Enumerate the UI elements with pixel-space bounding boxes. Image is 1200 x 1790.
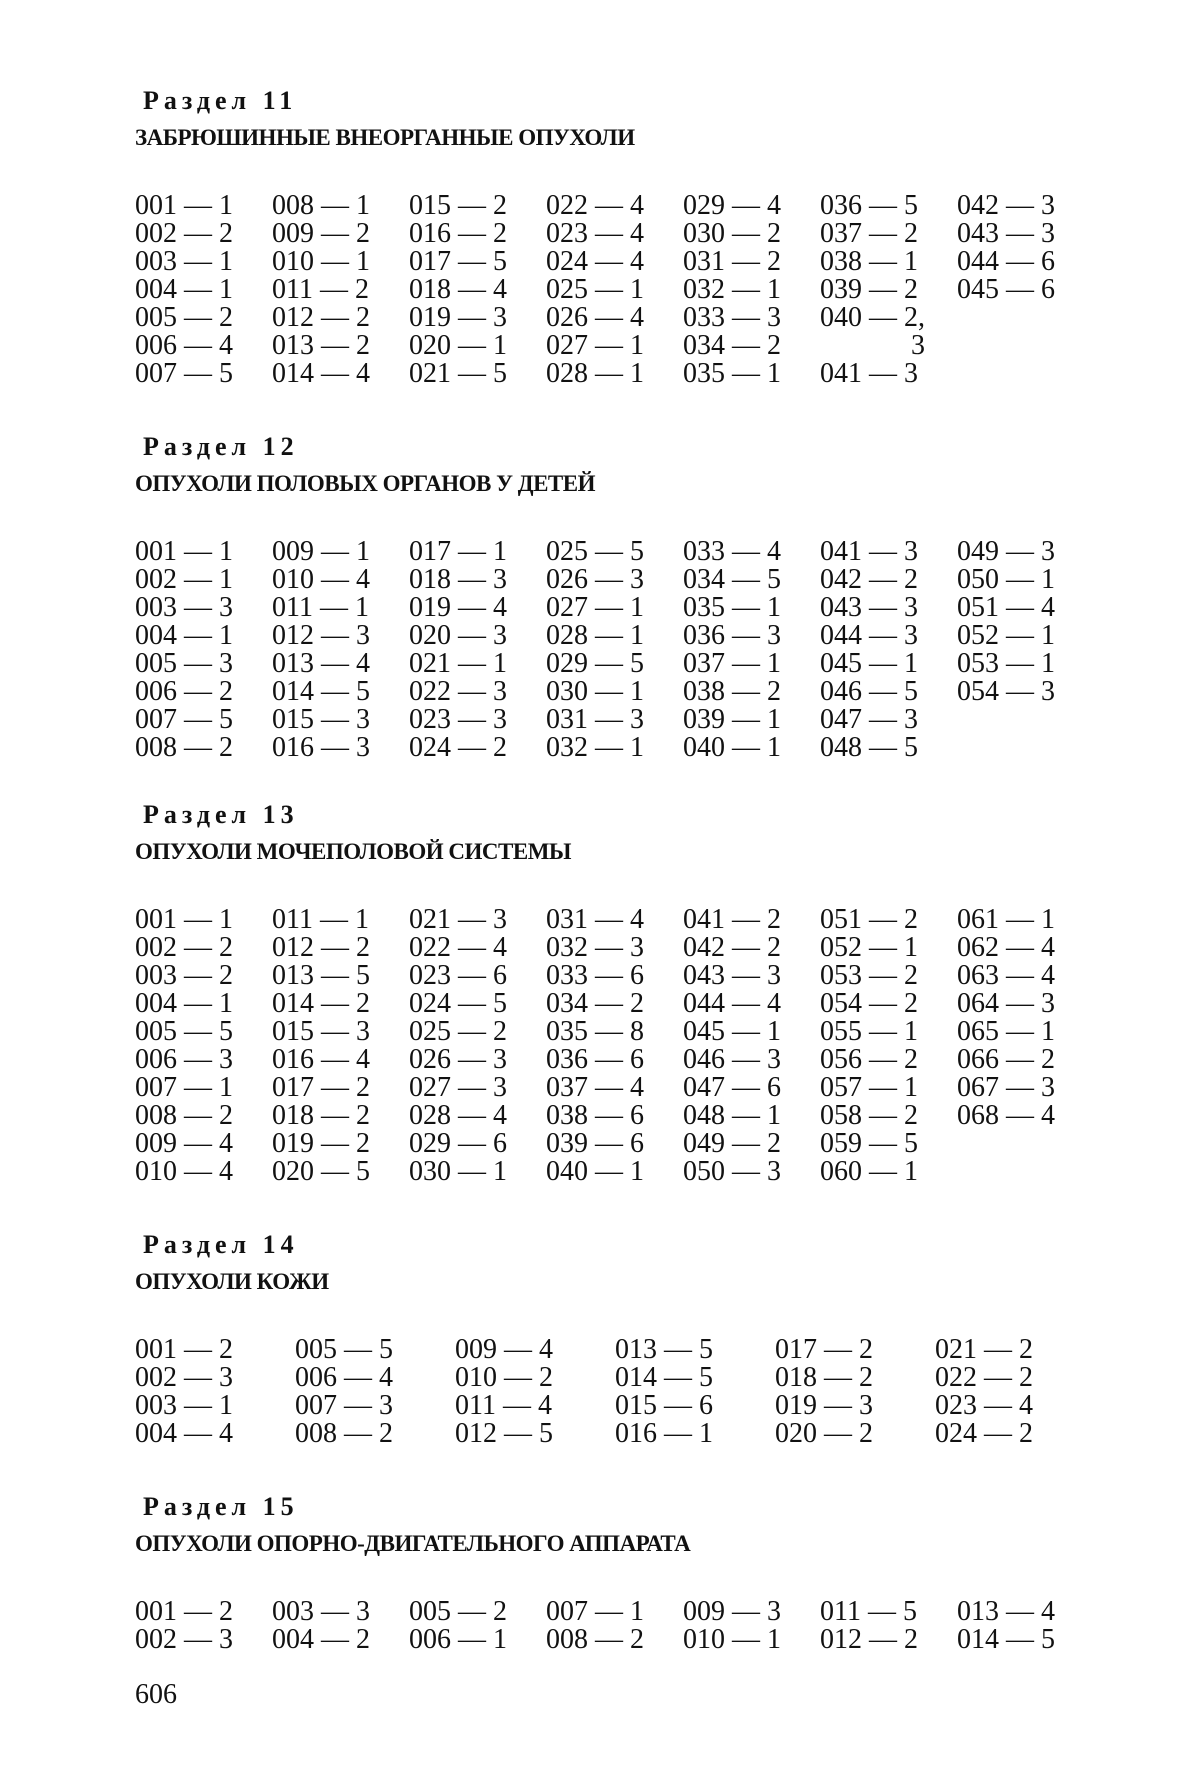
answer-column	[409, 906, 546, 1186]
answer-grid	[135, 192, 1094, 388]
answer-entry: 006 — 4	[295, 1362, 393, 1393]
answer-column	[683, 906, 820, 1186]
answer-entry: 039 — 6	[546, 1128, 644, 1159]
answer-entry: 037 — 4	[546, 1072, 644, 1103]
answer-entry: 057 — 1	[820, 1072, 918, 1103]
answer-entry: 016 — 3	[272, 732, 370, 763]
answer-entry: 066 — 2	[957, 1044, 1055, 1075]
answer-column	[455, 1336, 615, 1448]
answer-entry: 005 — 3	[135, 648, 233, 679]
answer-entry: 021 — 2	[935, 1334, 1033, 1365]
answer-entry: 014 — 5	[957, 1624, 1055, 1655]
section-label: Раздел 13	[143, 800, 299, 829]
answer-entry: 004 — 4	[135, 1418, 233, 1449]
answer-entry: 029 — 4	[683, 190, 781, 221]
answer-column	[683, 1598, 820, 1654]
answer-entry: 022 — 4	[546, 190, 644, 221]
answer-entry: 007 — 1	[135, 1072, 233, 1103]
answer-entry: 035 — 8	[546, 1016, 644, 1047]
answer-column	[135, 1598, 272, 1654]
answer-entry: 007 — 1	[546, 1596, 644, 1627]
answer-entry: 024 — 2	[409, 732, 507, 763]
answer-entry: 012 — 2	[272, 932, 370, 963]
answer-entry: 018 — 2	[775, 1362, 873, 1393]
answer-entry: 058 — 2	[820, 1100, 918, 1131]
answer-entry: 003 — 1	[135, 246, 233, 277]
answer-entry: 019 — 4	[409, 592, 507, 623]
answer-entry: 042 — 2	[820, 564, 918, 595]
answer-entry: 027 — 1	[546, 592, 644, 623]
answer-entry: 020 — 3	[409, 620, 507, 651]
answer-entry: 009 — 3	[683, 1596, 781, 1627]
answer-entry: 014 — 2	[272, 988, 370, 1019]
answer-entry: 013 — 4	[957, 1596, 1055, 1627]
answer-entry: 052 — 1	[820, 932, 918, 963]
answer-entry: 001 — 1	[135, 190, 233, 221]
answer-entry: 039 — 1	[683, 704, 781, 735]
answer-entry: 065 — 1	[957, 1016, 1055, 1047]
answer-entry: 056 — 2	[820, 1044, 918, 1075]
answer-entry: 002 — 3	[135, 1624, 233, 1655]
answer-entry: 030 — 1	[409, 1156, 507, 1187]
answer-entry: 017 — 2	[272, 1072, 370, 1103]
answer-entry: 003 — 3	[272, 1596, 370, 1627]
answer-entry: 007 — 3	[295, 1390, 393, 1421]
answer-entry: 015 — 6	[615, 1390, 713, 1421]
answer-entry: 036 — 5	[820, 190, 918, 221]
answer-column	[546, 1598, 683, 1654]
answer-entry: 018 — 3	[409, 564, 507, 595]
answer-column	[615, 1336, 775, 1448]
answer-entry: 006 — 4	[135, 330, 233, 361]
answer-entry: 026 — 3	[409, 1044, 507, 1075]
answer-entry: 022 — 2	[935, 1362, 1033, 1393]
answer-entry: 005 — 2	[135, 302, 233, 333]
answer-entry: 006 — 2	[135, 676, 233, 707]
answer-entry: 049 — 3	[957, 536, 1055, 567]
answer-entry: 019 — 3	[775, 1390, 873, 1421]
answer-entry: 030 — 2	[683, 218, 781, 249]
answer-entry: 008 — 2	[135, 732, 233, 763]
answer-entry: 004 — 1	[135, 620, 233, 651]
answer-entry: 064 — 3	[957, 988, 1055, 1019]
answer-entry: 060 — 1	[820, 1156, 918, 1187]
answer-entry: 030 — 1	[546, 676, 644, 707]
answer-entry: 028 — 1	[546, 358, 644, 389]
answer-entry: 025 — 5	[546, 536, 644, 567]
answer-entry: 041 — 3	[820, 536, 918, 567]
answer-entry: 020 — 5	[272, 1156, 370, 1187]
section-title: ОПУХОЛИ КОЖИ	[135, 1269, 329, 1294]
answer-entry: 040 — 1	[683, 732, 781, 763]
answer-entry: 044 — 6	[957, 246, 1055, 277]
answer-entry: 044 — 3	[820, 620, 918, 651]
answer-column	[546, 538, 683, 762]
answer-column	[546, 906, 683, 1186]
answer-entry: 028 — 1	[546, 620, 644, 651]
answer-entry: 055 — 1	[820, 1016, 918, 1047]
answer-entry: 063 — 4	[957, 960, 1055, 991]
answer-entry: 016 — 4	[272, 1044, 370, 1075]
answer-column	[409, 192, 546, 388]
answer-entry: 011 — 4	[455, 1390, 552, 1421]
answer-column	[957, 906, 1094, 1186]
section-label: Раздел 11	[143, 86, 298, 115]
answer-entry: 020 — 2	[775, 1418, 873, 1449]
answer-entry: 008 — 2	[295, 1418, 393, 1449]
answer-entry: 005 — 2	[409, 1596, 507, 1627]
answer-entry: 009 — 4	[455, 1334, 553, 1365]
answer-entry: 032 — 3	[546, 932, 644, 963]
answer-entry: 003 — 3	[135, 592, 233, 623]
answer-entry: 015 — 3	[272, 1016, 370, 1047]
page-number: 606	[135, 1679, 177, 1710]
answer-entry: 003 — 1	[135, 1390, 233, 1421]
answer-grid	[135, 538, 1094, 762]
answer-entry: 007 — 5	[135, 358, 233, 389]
answer-entry: 024 — 4	[546, 246, 644, 277]
answer-entry: 013 — 4	[272, 648, 370, 679]
answer-entry: 021 — 1	[409, 648, 507, 679]
answer-entry: 013 — 2	[272, 330, 370, 361]
answer-entry: 024 — 2	[935, 1418, 1033, 1449]
answer-entry: 015 — 3	[272, 704, 370, 735]
answer-column	[820, 538, 957, 762]
section-title: ОПУХОЛИ ПОЛОВЫХ ОРГАНОВ У ДЕТЕЙ	[135, 471, 595, 496]
answer-entry: 014 — 5	[615, 1362, 713, 1393]
answer-entry: 053 — 1	[957, 648, 1055, 679]
answer-entry: 012 — 5	[455, 1418, 553, 1449]
answer-entry: 011 — 2	[272, 274, 369, 305]
answer-entry: 034 — 5	[683, 564, 781, 595]
answer-entry: 049 — 2	[683, 1128, 781, 1159]
answer-entry: 035 — 1	[683, 592, 781, 623]
answer-entry: 040 — 2,	[820, 302, 925, 333]
answer-entry: 053 — 2	[820, 960, 918, 991]
answer-entry: 005 — 5	[295, 1334, 393, 1365]
answer-entry: 023 — 6	[409, 960, 507, 991]
answer-entry: 008 — 2	[135, 1100, 233, 1131]
answer-column	[135, 906, 272, 1186]
answer-entry: 045 — 6	[957, 274, 1055, 305]
answer-entry: 017 — 1	[409, 536, 507, 567]
answer-entry: 034 — 2	[683, 330, 781, 361]
answer-entry: 031 — 4	[546, 904, 644, 935]
answer-column	[820, 906, 957, 1186]
answer-column	[272, 1598, 409, 1654]
answer-grid	[135, 1336, 1095, 1448]
answer-entry: 040 — 1	[546, 1156, 644, 1187]
answer-entry: 027 — 3	[409, 1072, 507, 1103]
section-title: ЗАБРЮШИННЫЕ ВНЕОРГАННЫЕ ОПУХОЛИ	[135, 125, 635, 150]
answer-entry: 011 — 5	[820, 1596, 917, 1627]
answer-entry: 059 — 5	[820, 1128, 918, 1159]
answer-entry: 013 — 5	[272, 960, 370, 991]
answer-entry: 010 — 1	[272, 246, 370, 277]
answer-column	[957, 192, 1094, 388]
answer-entry: 031 — 2	[683, 246, 781, 277]
answer-entry: 037 — 2	[820, 218, 918, 249]
answer-entry: 011 — 1	[272, 592, 369, 623]
answer-entry: 019 — 3	[409, 302, 507, 333]
answer-entry: 011 — 1	[272, 904, 369, 935]
answer-column	[546, 192, 683, 388]
answer-entry: 038 — 1	[820, 246, 918, 277]
answer-entry: 048 — 5	[820, 732, 918, 763]
answer-entry: 067 — 3	[957, 1072, 1055, 1103]
answer-column	[409, 1598, 546, 1654]
answer-entry: 033 — 6	[546, 960, 644, 991]
answer-entry: 001 — 2	[135, 1334, 233, 1365]
answer-entry: 028 — 4	[409, 1100, 507, 1131]
answer-column	[683, 192, 820, 388]
answer-entry: 004 — 2	[272, 1624, 370, 1655]
answer-entry: 050 — 1	[957, 564, 1055, 595]
answer-entry: 014 — 4	[272, 358, 370, 389]
answer-entry: 044 — 4	[683, 988, 781, 1019]
answer-entry: 023 — 4	[546, 218, 644, 249]
section-title: ОПУХОЛИ МОЧЕПОЛОВОЙ СИСТЕМЫ	[135, 839, 571, 864]
answer-entry: 013 — 5	[615, 1334, 713, 1365]
section-title: ОПУХОЛИ ОПОРНО-ДВИГАТЕЛЬНОГО АППАРАТА	[135, 1531, 691, 1556]
answer-entry: 016 — 1	[615, 1418, 713, 1449]
answer-entry: 021 — 5	[409, 358, 507, 389]
answer-entry: 018 — 4	[409, 274, 507, 305]
answer-entry: 002 — 1	[135, 564, 233, 595]
answer-entry: 036 — 3	[683, 620, 781, 651]
section-label: Раздел 12	[143, 432, 299, 461]
answer-entry: 025 — 1	[546, 274, 644, 305]
answer-entry: 001 — 1	[135, 536, 233, 567]
answer-column	[272, 906, 409, 1186]
answer-entry: 010 — 2	[455, 1362, 553, 1393]
answer-entry: 033 — 4	[683, 536, 781, 567]
answer-entry: 051 — 2	[820, 904, 918, 935]
answer-entry: 039 — 2	[820, 274, 918, 305]
answer-column	[135, 1336, 295, 1448]
answer-entry: 026 — 3	[546, 564, 644, 595]
answer-entry: 001 — 2	[135, 1596, 233, 1627]
answer-entry: 027 — 1	[546, 330, 644, 361]
answer-entry: 052 — 1	[957, 620, 1055, 651]
answer-entry: 014 — 5	[272, 676, 370, 707]
answer-entry: 022 — 4	[409, 932, 507, 963]
answer-column	[820, 192, 957, 388]
answer-entry: 009 — 4	[135, 1128, 233, 1159]
answer-entry: 050 — 3	[683, 1156, 781, 1187]
answer-entry: 026 — 4	[546, 302, 644, 333]
section-label: Раздел 14	[143, 1230, 299, 1259]
answer-entry: 031 — 3	[546, 704, 644, 735]
answer-entry: 047 — 6	[683, 1072, 781, 1103]
answer-entry: 007 — 5	[135, 704, 233, 735]
answer-entry: 012 — 2	[820, 1624, 918, 1655]
answer-column	[272, 538, 409, 762]
answer-entry: 032 — 1	[546, 732, 644, 763]
answer-entry: 045 — 1	[683, 1016, 781, 1047]
answer-entry: 009 — 2	[272, 218, 370, 249]
section-label: Раздел 15	[143, 1492, 299, 1521]
answer-column	[135, 538, 272, 762]
answer-entry: 020 — 1	[409, 330, 507, 361]
answer-grid	[135, 1598, 1094, 1654]
answer-entry: 041 — 2	[683, 904, 781, 935]
answer-column	[683, 538, 820, 762]
answer-entry: 016 — 2	[409, 218, 507, 249]
answer-entry: 042 — 2	[683, 932, 781, 963]
answer-entry: 054 — 2	[820, 988, 918, 1019]
answer-entry: 029 — 5	[546, 648, 644, 679]
answer-entry: 048 — 1	[683, 1100, 781, 1131]
answer-entry: 038 — 2	[683, 676, 781, 707]
answer-entry: 018 — 2	[272, 1100, 370, 1131]
answer-entry: 010 — 4	[272, 564, 370, 595]
answer-entry: 017 — 2	[775, 1334, 873, 1365]
answer-entry: 006 — 3	[135, 1044, 233, 1075]
answer-entry: 002 — 3	[135, 1362, 233, 1393]
answer-entry: 001 — 1	[135, 904, 233, 935]
answer-entry: 017 — 5	[409, 246, 507, 277]
answer-entry: 023 — 4	[935, 1390, 1033, 1421]
answer-column	[775, 1336, 935, 1448]
answer-entry: 029 — 6	[409, 1128, 507, 1159]
answer-entry: 021 — 3	[409, 904, 507, 935]
answer-entry: 025 — 2	[409, 1016, 507, 1047]
answer-entry: 037 — 1	[683, 648, 781, 679]
answer-entry: 009 — 1	[272, 536, 370, 567]
answer-entry: 054 — 3	[957, 676, 1055, 707]
answer-entry: 022 — 3	[409, 676, 507, 707]
answer-entry: 005 — 5	[135, 1016, 233, 1047]
answer-column	[957, 1598, 1094, 1654]
answer-entry: 008 — 1	[272, 190, 370, 221]
answer-column	[935, 1336, 1095, 1448]
answer-entry: 010 — 1	[683, 1624, 781, 1655]
answer-column	[295, 1336, 455, 1448]
answer-entry: 008 — 2	[546, 1624, 644, 1655]
answer-entry: 046 — 5	[820, 676, 918, 707]
answer-entry: 006 — 1	[409, 1624, 507, 1655]
answer-column	[409, 538, 546, 762]
answer-entry: 045 — 1	[820, 648, 918, 679]
answer-entry: 010 — 4	[135, 1156, 233, 1187]
answer-grid	[135, 906, 1094, 1186]
answer-column	[272, 192, 409, 388]
answer-entry: 002 — 2	[135, 218, 233, 249]
answer-entry: 041 — 3	[820, 358, 918, 389]
answer-entry: 012 — 3	[272, 620, 370, 651]
answer-entry: 015 — 2	[409, 190, 507, 221]
answer-entry: 019 — 2	[272, 1128, 370, 1159]
answer-entry: 036 — 6	[546, 1044, 644, 1075]
answer-entry: 061 — 1	[957, 904, 1055, 935]
answer-entry: 035 — 1	[683, 358, 781, 389]
answer-entry: 3	[911, 330, 925, 361]
answer-entry: 034 — 2	[546, 988, 644, 1019]
answer-entry: 023 — 3	[409, 704, 507, 735]
answer-entry: 003 — 2	[135, 960, 233, 991]
answer-column	[820, 1598, 957, 1654]
answer-entry: 047 — 3	[820, 704, 918, 735]
answer-entry: 004 — 1	[135, 988, 233, 1019]
answer-entry: 043 — 3	[683, 960, 781, 991]
answer-entry: 046 — 3	[683, 1044, 781, 1075]
answer-entry: 051 — 4	[957, 592, 1055, 623]
answer-entry: 068 — 4	[957, 1100, 1055, 1131]
answer-entry: 033 — 3	[683, 302, 781, 333]
answer-column	[135, 192, 272, 388]
answer-entry: 042 — 3	[957, 190, 1055, 221]
answer-entry: 024 — 5	[409, 988, 507, 1019]
answer-entry: 062 — 4	[957, 932, 1055, 963]
answer-entry: 043 — 3	[957, 218, 1055, 249]
answer-entry: 012 — 2	[272, 302, 370, 333]
answer-entry: 004 — 1	[135, 274, 233, 305]
answer-entry: 038 — 6	[546, 1100, 644, 1131]
answer-entry: 032 — 1	[683, 274, 781, 305]
answer-entry: 043 — 3	[820, 592, 918, 623]
answer-entry: 002 — 2	[135, 932, 233, 963]
answer-column	[957, 538, 1094, 762]
